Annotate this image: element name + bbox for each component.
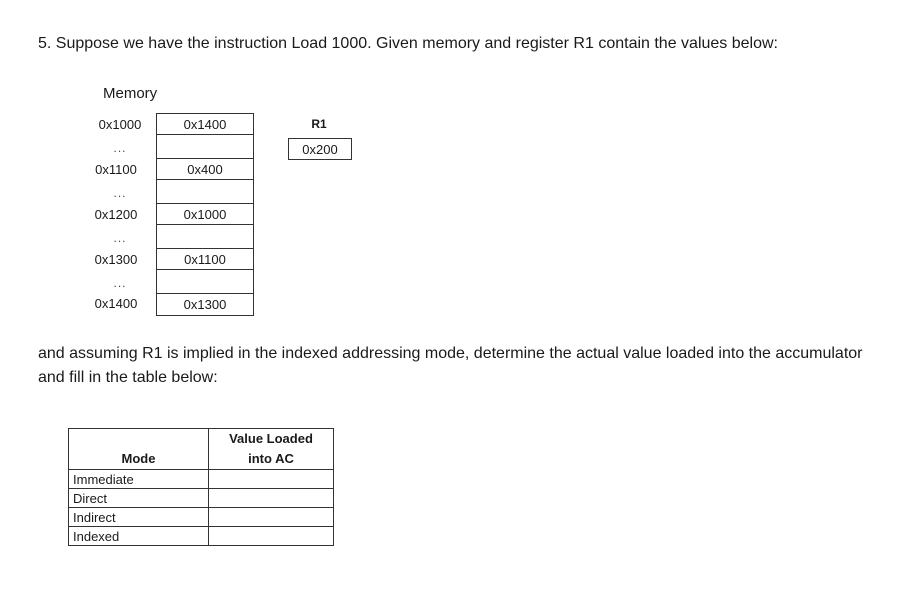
memory-value-cell [157,225,253,249]
value-cell[interactable] [209,527,334,546]
memory-ellipsis: ... [113,141,127,155]
memory-address: 0x1200 [94,207,138,222]
register-value: 0x200 [288,138,352,160]
memory-value-cell [157,135,253,159]
value-header [209,429,334,470]
value-cell[interactable] [209,508,334,527]
mode-header: Mode [69,429,209,470]
mode-cell: Direct [69,489,209,508]
question-intro: 5. Suppose we have the instruction Load 1000. Given memory and register R1 contain the values below: [38,35,778,52]
mode-cell: Indirect [69,508,209,527]
value-cell[interactable] [209,470,334,489]
memory-value-cell: 0x1000 [157,204,253,225]
mode-cell: Immediate [69,470,209,489]
value-header-line: into AC [248,451,294,466]
memory-ellipsis: ... [113,276,127,290]
memory-value-cell: 0x1400 [157,114,253,135]
value-header-line: Value Loaded [229,431,313,446]
memory-address: 0x1400 [94,296,138,311]
mode-cell: Indexed [69,527,209,546]
table-row [69,527,334,546]
register-label: R1 [311,117,327,131]
memory-title: Memory [103,85,158,102]
memory-value-cell: 0x1100 [157,249,253,270]
memory-value-cell: 0x1300 [183,297,227,312]
table-row [69,489,334,508]
table-header-row [69,429,334,470]
memory-value-cell [157,270,253,294]
memory-value-cell: 0x400 [157,159,253,180]
answer-table [68,428,334,546]
question-followup: and assuming R1 is implied in the indexed addressing mode, determine the actual value loaded into the accumulator and fill in the table below: [38,345,863,386]
value-cell[interactable] [209,489,334,508]
memory-address: 0x1100 [95,162,137,177]
table-row [69,508,334,527]
memory-value-column [156,113,254,316]
memory-address: 0x1300 [94,252,138,267]
memory-address: 0x1000 [98,117,142,132]
table-row [69,470,334,489]
memory-value-cell [157,180,253,204]
memory-ellipsis: ... [113,231,127,245]
memory-ellipsis: ... [113,186,127,200]
